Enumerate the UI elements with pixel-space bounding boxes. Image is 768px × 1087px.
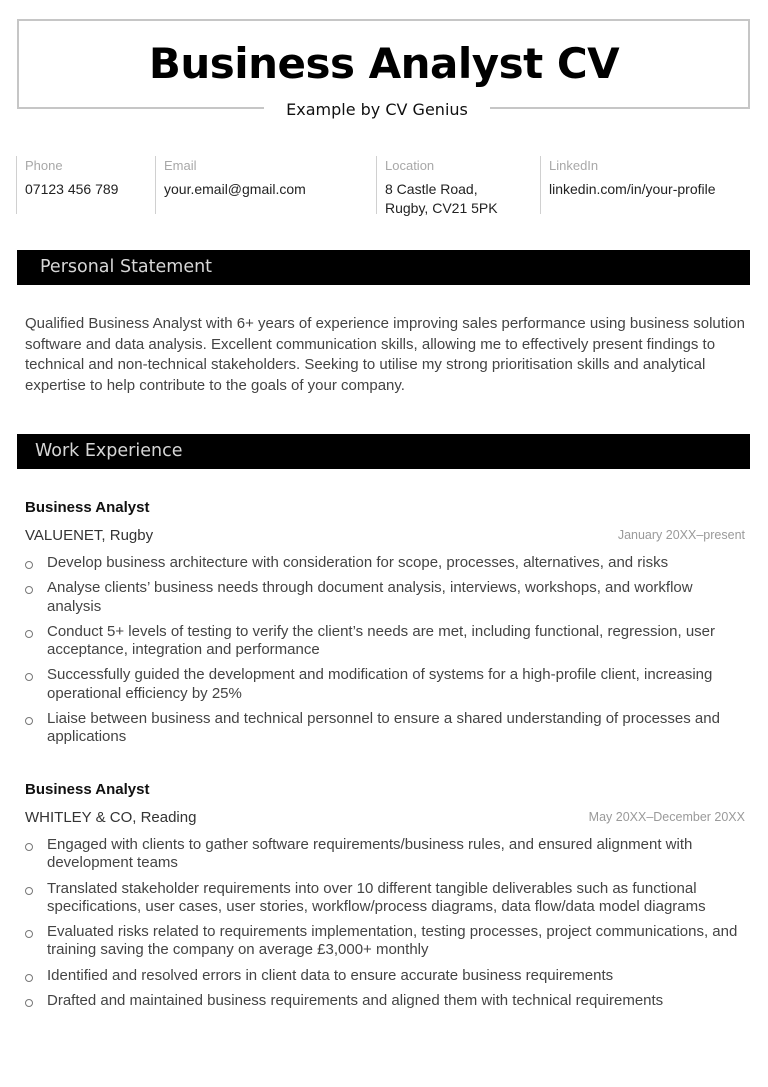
- contact-label: LinkedIn: [549, 158, 599, 173]
- circle-bullet-icon: [25, 999, 33, 1007]
- list-item: [25, 554, 745, 572]
- section-header-work-experience: [17, 434, 750, 469]
- bullet-text: Develop business architecture with consideration for scope, processes, alternatives, and risks: [47, 554, 669, 571]
- list-item: [25, 710, 745, 747]
- page-title: Business Analyst CV: [148, 39, 620, 88]
- subtitle-container: [264, 97, 490, 123]
- contact-location: [376, 156, 540, 214]
- contact-label: Email: [164, 158, 197, 173]
- bullet-text: Evaluated risks related to requirements implementation, testing processes, project communications, and training saving the company on average £3,000+ monthly: [47, 923, 738, 959]
- section-header-personal-statement: [17, 250, 750, 285]
- list-item: [25, 880, 745, 917]
- list-item: [25, 836, 745, 873]
- circle-bullet-icon: [25, 930, 33, 938]
- job-dates: January 20XX–present: [617, 528, 745, 542]
- bullet-text: Engaged with clients to gather software requirements/business rules, and ensured alignment with development teams: [47, 836, 693, 872]
- contact-phone: [16, 156, 162, 214]
- job-bullets: [25, 836, 745, 1010]
- section-title: Personal Statement: [40, 257, 213, 277]
- bullet-text: Liaise between business and technical personnel to ensure a shared understanding of processes and applications: [47, 710, 720, 746]
- contact-value: linkedin.com/in/your-profile: [549, 181, 716, 197]
- contact-value: 07123 456 789: [25, 181, 119, 197]
- contact-label: Location: [385, 158, 435, 173]
- company-name: WHITLEY & CO, Reading: [25, 809, 197, 826]
- contact-label: Phone: [25, 158, 63, 173]
- list-item: [25, 666, 745, 703]
- bullet-text: Analyse clients’ business needs through document analysis, interviews, workshops, and workflow analysis: [47, 579, 693, 615]
- list-item: [25, 992, 745, 1010]
- bullet-text: Conduct 5+ levels of testing to verify the client’s needs are met, including functional, regression, user acceptance, integration and performance: [47, 622, 716, 659]
- job-bullets: [25, 554, 745, 747]
- contact-value: 8 Castle Road, Rugby, CV21 5PK: [385, 181, 498, 216]
- bullet-text: Successfully guided the development and modification of systems for a high-profile client, increasing operational efficiency by 25%: [47, 666, 713, 702]
- bullet-text: Drafted and maintained business requirements and aligned them with technical requirements: [47, 992, 664, 1010]
- list-item: [25, 579, 745, 616]
- section-title: Work Experience: [35, 441, 183, 461]
- job-title: Business Analyst: [25, 781, 150, 798]
- bullet-text: Identified and resolved errors in client data to ensure accurate business requirements: [47, 966, 614, 984]
- circle-bullet-icon: [25, 717, 33, 725]
- circle-bullet-icon: [25, 974, 33, 982]
- circle-bullet-icon: [25, 843, 33, 851]
- job-title: Business Analyst: [25, 499, 150, 516]
- company-row: [25, 808, 745, 830]
- company-name: VALUENET, Rugby: [25, 527, 154, 544]
- list-item: [25, 967, 745, 985]
- company-row: [25, 526, 745, 548]
- page-subtitle: Example by CV Genius: [286, 100, 468, 119]
- contact-value: your.email@gmail.com: [164, 181, 306, 197]
- job-entry: [25, 781, 745, 1017]
- circle-bullet-icon: [25, 630, 33, 638]
- contact-email: [155, 156, 375, 214]
- circle-bullet-icon: [25, 673, 33, 681]
- circle-bullet-icon: [25, 887, 33, 895]
- job-entry: [25, 499, 745, 754]
- personal-statement-text: Qualified Business Analyst with 6+ years of experience improving sales performance using business solution software and data analysis. Excellent communication skills, allowing me to effectively present findings to technical and non-technical stakeholders. Seeking to utilise my strong prioritisation skills and analytical expertise to help contribute to the goals of your company.: [25, 315, 745, 395]
- list-item: [25, 923, 745, 960]
- contact-linkedin: [540, 156, 760, 214]
- bullet-text: Translated stakeholder requirements into over 10 different tangible deliverables such as functional specifications, user cases, user stories, workflow/process diagrams, data flow/data model diagrams: [47, 879, 706, 915]
- list-item: [25, 623, 745, 660]
- circle-bullet-icon: [25, 561, 33, 569]
- circle-bullet-icon: [25, 586, 33, 594]
- job-dates: May 20XX–December 20XX: [588, 810, 745, 824]
